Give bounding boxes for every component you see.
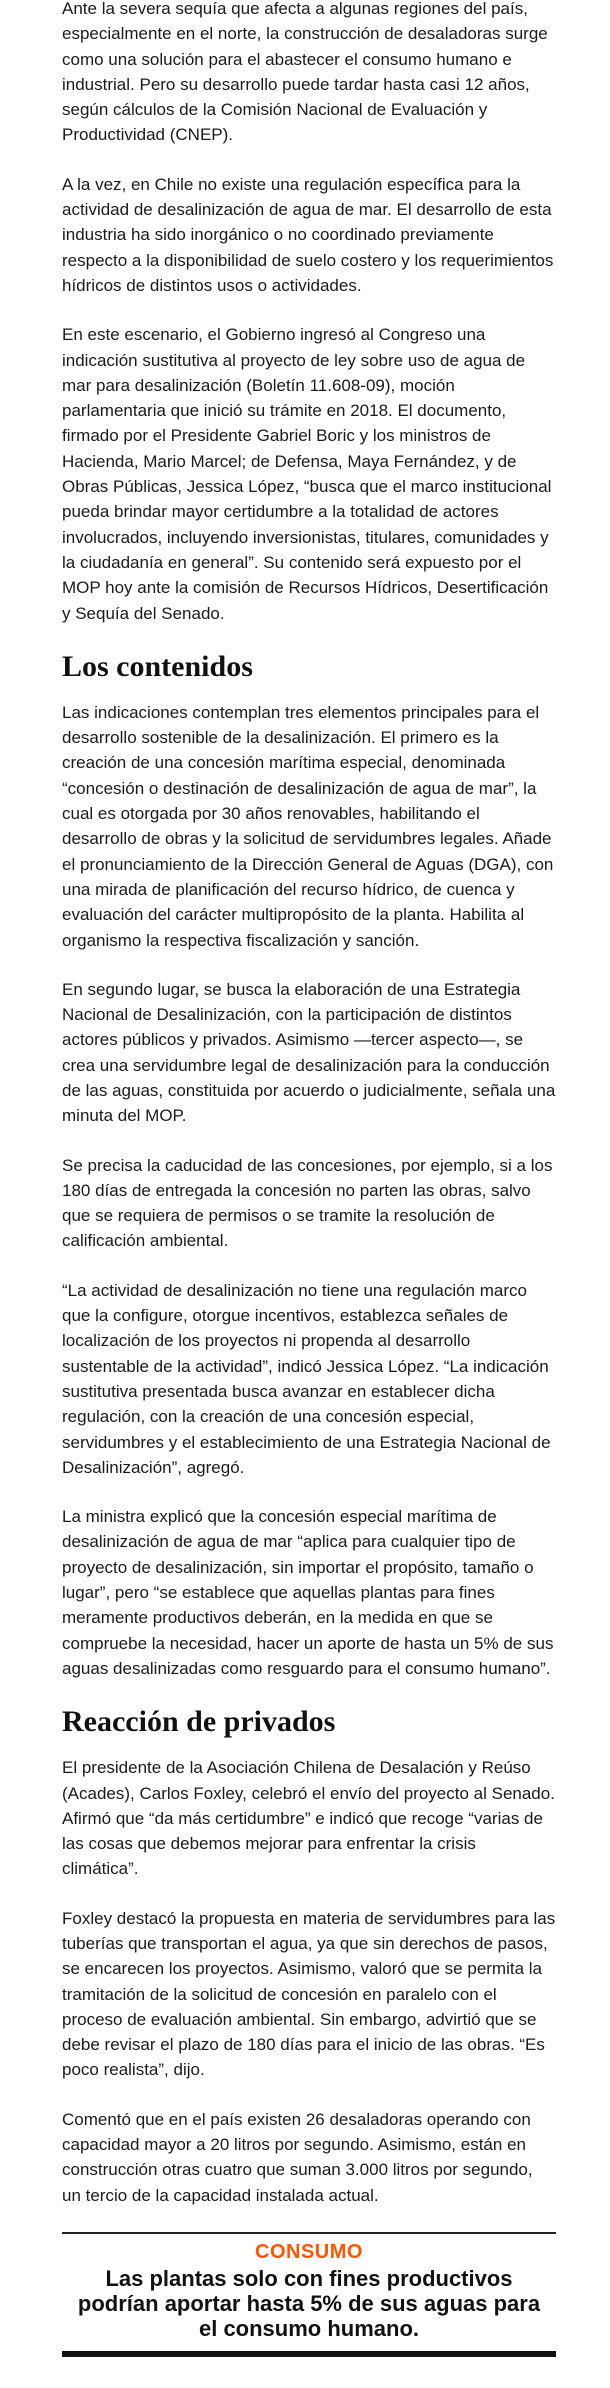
paragraph-contenidos-1: Las indicaciones contemplan tres elementos principales para el desarrollo sostenible de la desalinización. El primero es la creación de una concesión marítima especial, denominada “concesión o destinación de desalinización de agua de mar”, la cual es otorgada por 30 años renovables, habilitando el desarrollo de obras y la solicitud de servidumbres legales. Añade el pronunciamiento de la Dirección General de Aguas (DGA), con una mirada de planificación del recurso hídrico, de cuenca y evaluación del carácter multipropósito de la planta. Habilita al organismo la respectiva fiscalización y sanción. (62, 702, 554, 950)
paragraph-intro-3: En este escenario, el Gobierno ingresó al Congreso una indicación sustitutiva al proyecto de ley sobre uso de agua de mar para desalinización (Boletín 11.608-09), moción parlamentaria que inició su trámite en 2018. El documento, firmado por el Presidente Gabriel Boric y los ministros de Hacienda, Mario Marcel; de Defensa, Maya Fernández, y de Obras Públicas, Jessica López, “busca que el marco institucional pueda brindar mayor certidumbre a la totalidad de actores involucrados, incluyendo inversionistas, titulares, comunidades y la ciudadanía en general”. Su contenido será expuesto por el MOP hoy ante la comisión de Recursos Hídricos, Desertificación y Sequía del Senado. (62, 325, 552, 623)
paragraph-intro-2: A la vez, en Chile no existe una regulación específica para la actividad de desalinización de agua de mar. El desarrollo de esta industria ha sido inorgánico o no coordinado previamente respecto a la disponibilidad de suelo costero y los requerimientos hídricos de distintos usos o actividades. (62, 174, 554, 295)
paragraph-reaccion-2: Foxley destacó la propuesta en materia de servidumbres para las tuberías que transportan el agua, ya que sin derechos de pasos, se encarecen los proyectos. Asimismo, valoró que se permita la tramitación de la solicitud de concesión en paralelo con el proceso de evaluación ambiental. Sin embargo, advirtió que se debe revisar el plazo de 180 días para el inicio de las obras. “Es poco realista”, dijo. (62, 1908, 556, 2080)
pull-quote-text: Las plantas solo con fines productivos podrían aportar hasta 5% de sus aguas para el consumo humano. (77, 2265, 541, 2341)
paragraph-contenidos-2: En segundo lugar, se busca la elaboración de una Estrategia Nacional de Desalinización, con la participación de distintos actores públicos y privados. Asimismo —tercer aspecto—, se crea una servidumbre legal de desalinización para la conducción de las aguas, constituida por acuerdo o judicialmente, señala una minuta del MOP. (62, 979, 556, 1126)
paragraph-contenidos-4: “La actividad de desalinización no tiene una regulación marco que la configure, otorgue incentivos, establezca señales de localización de los proyectos ni propenda al desarrollo sustentable de la actividad”, indicó Jessica López. “La indicación sustitutiva presentada busca avanzar en establecer dicha regulación, con la creación de una concesión especial, servidumbres y el establecimiento de una Estrategia Nacional de Desalinización”, agregó. (62, 1280, 551, 1477)
section-heading-contenidos: Los contenidos (62, 649, 253, 683)
paragraph-reaccion-3: Comentó que en el país existen 26 desaladoras operando con capacidad mayor a 20 litros por segundo. Asimismo, están en construcción otras cuatro que suman 3.000 litros por segundo, un tercio de la capacidad instalada actual. (62, 2109, 533, 2205)
paragraph-contenidos-3: Se precisa la caducidad de las concesiones, por ejemplo, si a los 180 días de entregada la concesión no parten las obras, salvo que se requiera de permisos o se tramite la resolución de calificación ambiental. (62, 1155, 553, 1251)
section-heading-reaccion: Reacción de privados (62, 1705, 336, 1739)
paragraph-contenidos-5: La ministra explicó que la concesión especial marítima de desalinización de agua de mar “aplica para cualquier tipo de proyecto de desalinización, sin importar el propósito, tamaño o lugar”, pero “se establece que aquellas plantas para fines meramente productivos deberán, en la medida en que se compruebe la necesidad, hacer un aporte de hasta un 5% de sus aguas desalinizadas como resguardo para el consumo humano”. (62, 1507, 554, 1678)
pull-quote-label: CONSUMO (255, 2240, 363, 2263)
paragraph-reaccion-1: El presidente de la Asociación Chilena de Desalación y Reúso (Acades), Carlos Foxley, celebró el envío del proyecto al Senado. Afirmó que “da más certidumbre” e indicó que recoge “varias de las cosas que debemos mejorar para enfrentar la crisis climática”. (62, 1758, 555, 1879)
pull-quote-box (62, 2232, 556, 2357)
article-body (62, 0, 556, 2357)
paragraph-intro-1: Ante la severa sequía que afecta a algunas regiones del país, especialmente en el norte, la construcción de desaladoras surge como una solución para el abastecer el consumo humano e industrial. Pero su desarrollo puede tardar hasta casi 12 años, según cálculos de la Comisión Nacional de Evaluación y Productividad (CNEP). (62, 0, 548, 145)
